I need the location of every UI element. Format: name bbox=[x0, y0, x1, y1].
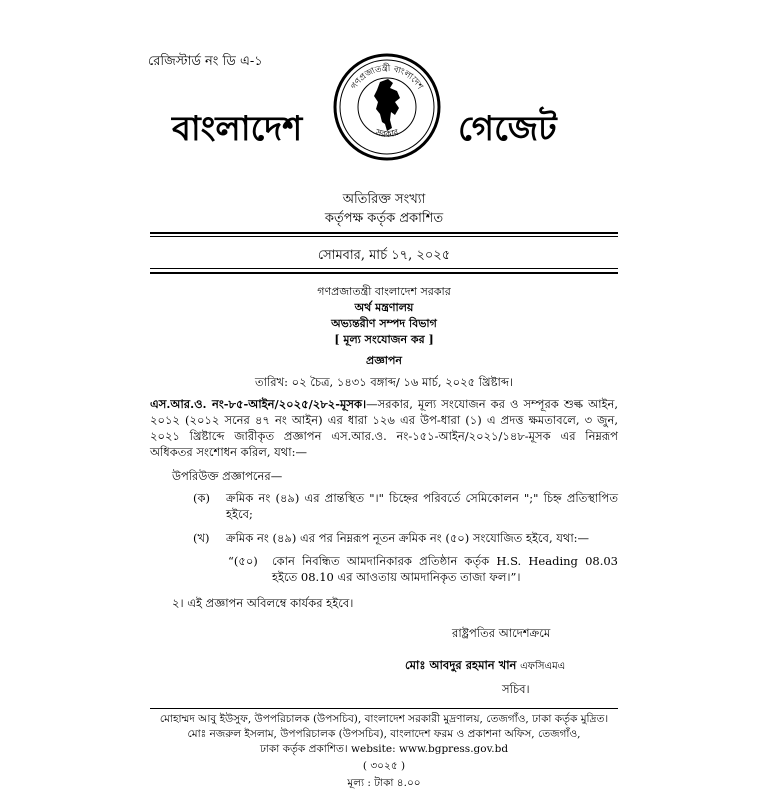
quote-label: “(৫০) bbox=[228, 554, 258, 568]
government-seal bbox=[332, 52, 442, 162]
page-number: ( ৩০২৫ ) bbox=[362, 760, 406, 772]
seal-bottom-text: সরকার bbox=[373, 127, 401, 141]
issue-date: সোমবার, মার্চ ১৭, ২০২৫ bbox=[317, 248, 451, 263]
gazette-title-right: গেজেট bbox=[458, 109, 557, 149]
main-paragraph-text: —সরকার, মূল্য সংযোজন কর ও সম্পূরক শুল্ক আইন, ২০১২ (২০১২ সনের ৪৭ নং আইন) এর ধারা ১২৬ এর উপ-ধারা (১) এ প্রদত্ত ক্ষমতাবলে, ৩ জুন, ২০২১ খ্রিষ্টাব্দে জারীকৃত প্রজ্ঞাপন এস.আর.ও. নং-১৫১-আইন/২০২১/১৪৮-মূসক এর নিম্নরূপ অধিকতর সংশোধন করিল, যথা:— bbox=[150, 397, 618, 459]
signer-block bbox=[405, 657, 565, 675]
published-by-label: কর্তৃপক্ষ কর্তৃক প্রকাশিত bbox=[324, 211, 444, 226]
quote-text: কোন নিবন্ধিত আমদানিকারক প্রতিষ্ঠান কর্তৃক H.S. Heading 08.03 হইতে 08.10 এর আওতায় আমদানিকৃত তাজা ফল।”। bbox=[272, 554, 618, 584]
ministry-name: অর্থ মন্ত্রণালয় bbox=[354, 301, 414, 314]
intro-line: উপরিউক্ত প্রজ্ঞাপনের— bbox=[172, 469, 283, 483]
footer-printer-line: মোহাম্মদ আবু ইউসুফ, উপপরিচালক (উপসচিব), বাংলাদেশ সরকারী মুদ্রণালয়, তেজগাঁও, ঢাকা কর্তৃক মুদ্রিত। bbox=[159, 713, 609, 725]
item-ka-label: (ক) bbox=[193, 491, 211, 505]
footer-publisher-line: মোঃ নজরুল ইসলাম, উপপরিচালক (উপসচিব), বাংলাদেশ ফরম ও প্রকাশনা অফিস, তেজগাঁও, bbox=[187, 728, 581, 740]
effective-clause: ২। এই প্রজ্ঞাপন অবিলম্বে কার্যকর হইবে। bbox=[172, 596, 354, 610]
notification-heading: প্রজ্ঞাপন bbox=[366, 354, 402, 367]
gazette-title-left: বাংলাদেশ bbox=[172, 109, 303, 149]
section-name: [ মূল্য সংযোজন কর ] bbox=[334, 333, 434, 346]
sro-number: এস.আর.ও. নং-৮৫-আইন/২০২৫/২৮২-মূসক। bbox=[150, 397, 367, 411]
signer-name: মোঃ আবদুর রহমান খান bbox=[405, 658, 517, 672]
divider-date-thick bbox=[150, 272, 618, 274]
signer-suffix: এফসিএমএ bbox=[520, 661, 566, 672]
footer-divider bbox=[150, 708, 618, 709]
extra-issue-label: অতিরিক্ত সংখ্যা bbox=[342, 192, 426, 207]
footer-website-line: ঢাকা কর্তৃক প্রকাশিত। website: www.bgpress.gov.bd bbox=[259, 743, 509, 755]
order-by-line: রাষ্ট্রপতির আদেশক্রমে bbox=[452, 626, 551, 640]
signer-title: সচিব। bbox=[502, 682, 530, 696]
main-paragraph bbox=[150, 396, 618, 460]
divider-top-thick bbox=[150, 232, 618, 234]
seal-top-text: গণপ্রজাতন্ত্রী বাংলাদেশ bbox=[349, 63, 425, 92]
item-kha-label: (খ) bbox=[193, 531, 210, 545]
price-label: মূল্য : টাকা ৪.০০ bbox=[347, 777, 421, 789]
division-name: অভ্যন্তরীণ সম্পদ বিভাগ bbox=[331, 317, 437, 330]
government-name: গণপ্রজাতন্ত্রী বাংলাদেশ সরকার bbox=[317, 285, 451, 298]
divider-date-thin bbox=[150, 268, 618, 269]
divider-top-thin bbox=[150, 236, 618, 237]
item-ka-text: ক্রমিক নং (৪৯) এর প্রান্তস্থিত "।" চিহ্নের পরিবর্তে সেমিকোলন ";" চিহ্ন প্রতিস্থাপিত হইবে; bbox=[226, 491, 618, 521]
item-kha-text: ক্রমিক নং (৪৯) এর পর নিম্নরূপ নূতন ক্রমিক নং (৫০) সংযোজিত হইবে, যথা:— bbox=[226, 531, 590, 545]
registration-number: রেজিস্টার্ড নং ডি এ-১ bbox=[148, 54, 263, 69]
notification-date: তারিখ: ০২ চৈত্র, ১৪৩১ বঙ্গাব্দ/ ১৬ মার্চ, ২০২৫ খ্রিষ্টাব্দ। bbox=[254, 375, 514, 389]
map-of-bangladesh-icon bbox=[374, 79, 400, 131]
